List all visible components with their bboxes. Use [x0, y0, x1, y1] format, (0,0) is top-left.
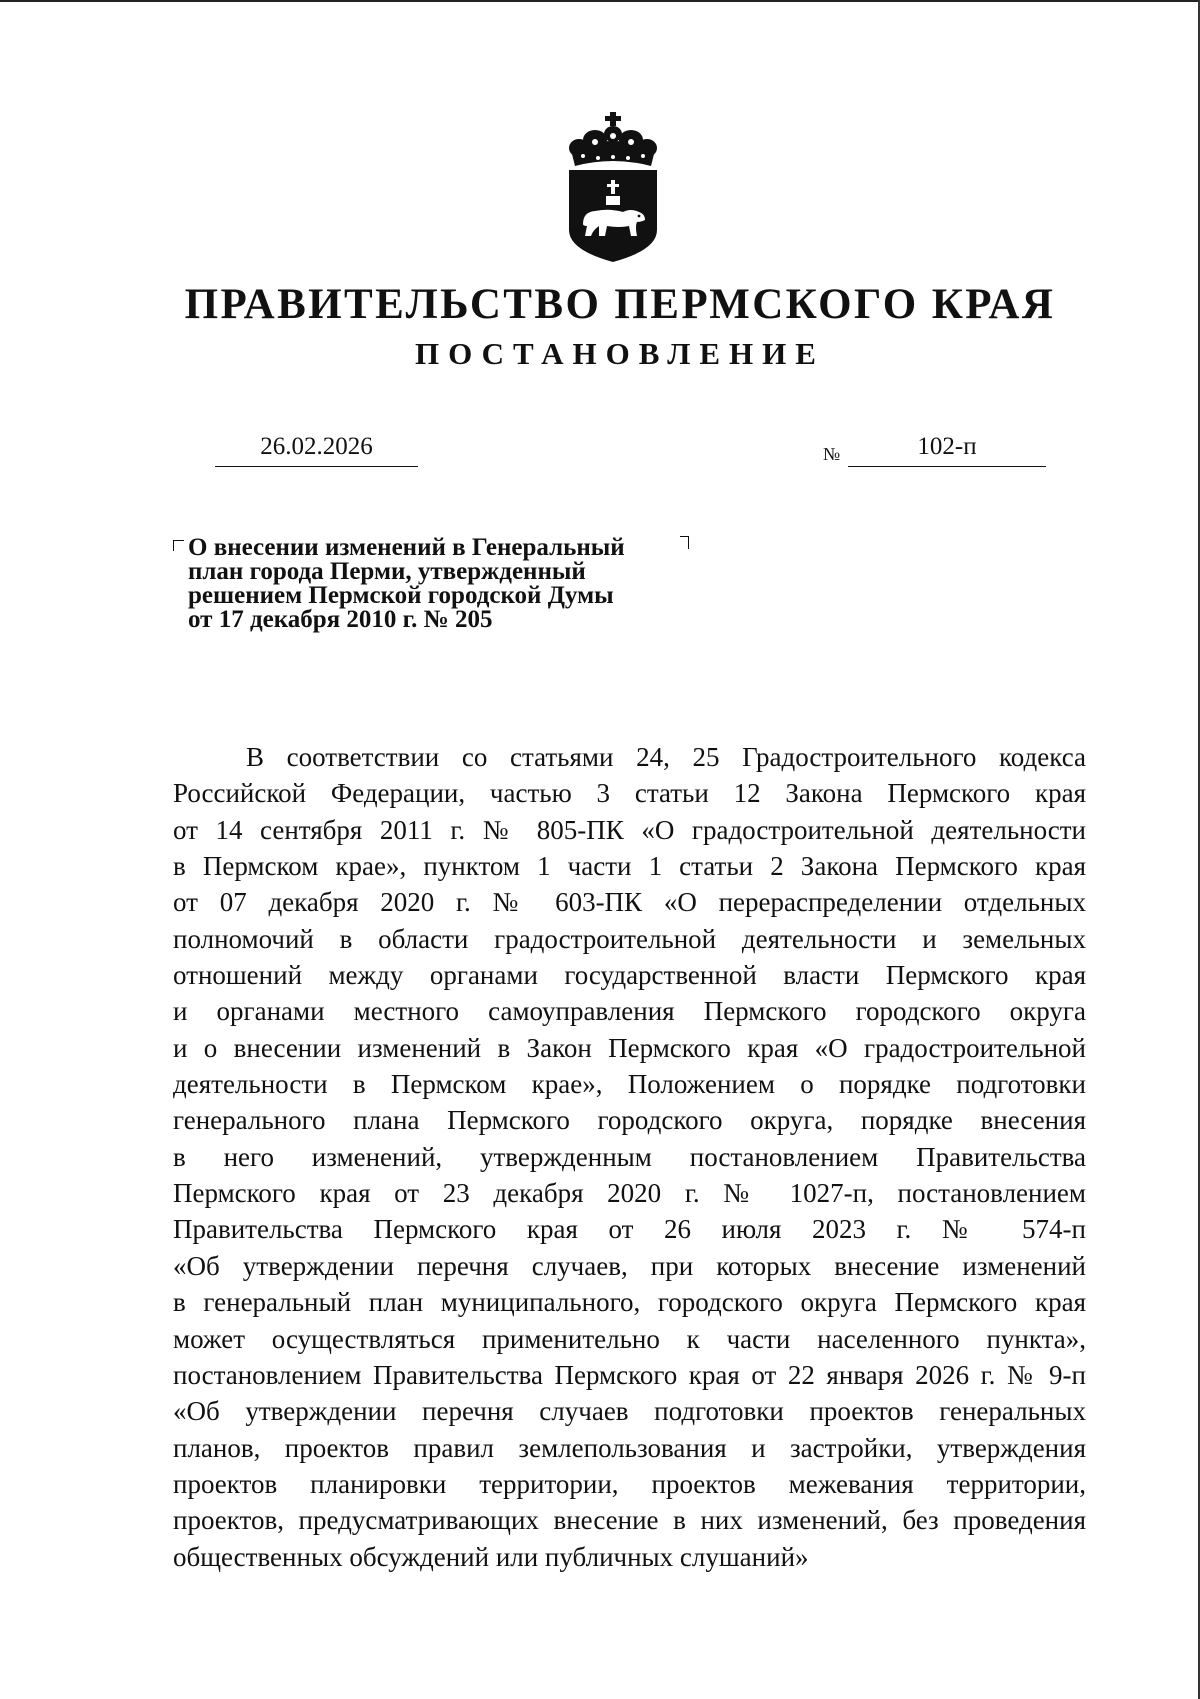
- body-line: отношений между органами государственной власти Пермского края: [173, 960, 1086, 991]
- number-sign: №: [823, 444, 841, 464]
- body-line: проектов, предусматривающих внесение в них изменений, без проведения: [173, 1505, 1086, 1536]
- body-line: Российской Федерации, частью 3 статьи 12 Закона Пермского края: [173, 778, 1086, 809]
- subject-line: от 17 декабря 2010 г. № 205: [188, 606, 493, 633]
- organization-title: ПРАВИТЕЛЬСТВО ПЕРМСКОГО КРАЯ: [184, 281, 1056, 328]
- body-line: генерального плана Пермского городского округа, порядке внесения: [173, 1105, 1086, 1136]
- body-line: от 07 декабря 2020 г. № 603-ПК «О перераспределении отдельных: [173, 887, 1086, 918]
- body-line: В соответствии со статьями 24, 25 Градостроительного кодекса: [246, 742, 1086, 772]
- subject-line: О внесении изменений в Генеральный: [188, 534, 625, 561]
- body-line: от 14 сентября 2011 г. № 805-ПК «О градостроительной деятельности: [173, 814, 1086, 845]
- document-date: 26.02.2026: [215, 430, 418, 467]
- body-line: «Об утверждении перечня случаев, при которых внесение изменений: [173, 1250, 1086, 1281]
- body-line: в него изменений, утвержденным постановлением Правительства: [173, 1141, 1086, 1172]
- body-line: деятельности в Пермском крае», Положением о порядке подготовки: [173, 1069, 1086, 1100]
- subject-line: план города Перми, утвержденный: [188, 558, 586, 585]
- document-subject: [188, 536, 708, 632]
- document-type-title: ПОСТАНОВЛЕНИЕ: [415, 336, 825, 371]
- body-line: Пермского края от 23 декабря 2020 г. № 1027-п, постановлением: [173, 1178, 1086, 1209]
- body-line: планов, проектов правил землепользования и застройки, утверждения: [173, 1432, 1086, 1463]
- body-line: и органами местного самоуправления Пермского городского округа: [173, 996, 1086, 1027]
- body-line: общественных обсуждений или публичных слушаний»: [173, 1541, 809, 1572]
- body-line: в генеральный план муниципального, городского округа Пермского края: [173, 1287, 1086, 1318]
- subject-line: решением Пермской городской Думы: [188, 582, 614, 609]
- perm-krai-coat-of-arms-icon: [565, 112, 661, 264]
- body-line: Правительства Пермского края от 26 июля 2023 г. № 574-п: [173, 1214, 1086, 1245]
- subject-bracket-left: [173, 540, 184, 551]
- body-line: может осуществляться применительно к части населенного пункта»,: [173, 1323, 1086, 1354]
- body-line: проектов планировки территории, проектов межевания территории,: [173, 1468, 1086, 1499]
- body-line: и о внесении изменений в Закон Пермского края «О градостроительной: [173, 1032, 1086, 1063]
- document-body: [173, 739, 1086, 1575]
- page-top-edge: [0, 0, 1200, 2]
- body-line: полномочий в области градостроительной деятельности и земельных: [173, 923, 1086, 954]
- body-line: в Пермском крае», пунктом 1 части 1 статьи 2 Закона Пермского края: [173, 851, 1086, 882]
- body-line: «Об утверждении перечня случаев подготовки проектов генеральных: [173, 1396, 1086, 1427]
- body-line: постановлением Правительства Пермского края от 22 января 2026 г. № 9-п: [173, 1359, 1086, 1390]
- document-number: 102-п: [848, 430, 1046, 467]
